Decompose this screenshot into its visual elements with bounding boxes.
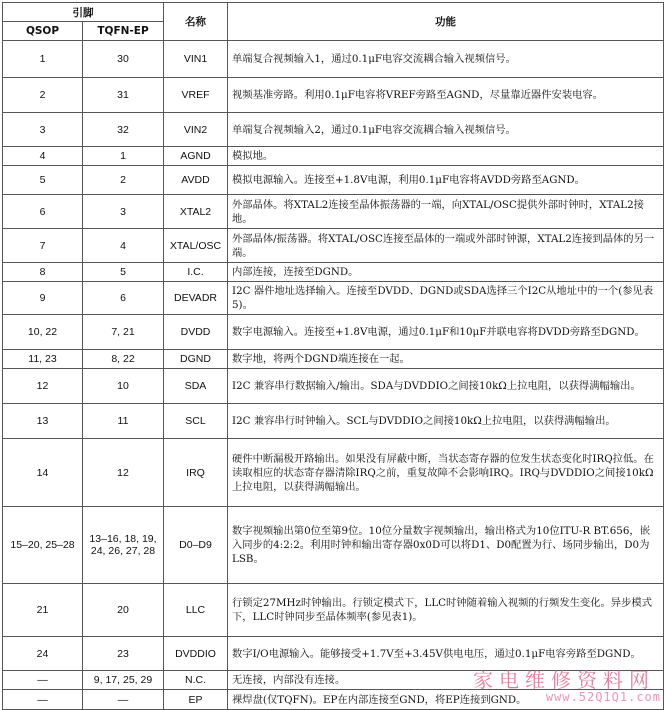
name-cell: XTAL/OSC <box>164 229 228 263</box>
qsop-cell: 15–20, 25–28 <box>3 507 83 584</box>
tqfn-cell: 8, 22 <box>83 350 164 369</box>
table-row <box>3 439 664 507</box>
table-row <box>3 78 664 113</box>
function-cell: 无连接，内部没有连接。 <box>228 671 664 690</box>
name-cell: DVDD <box>164 315 228 350</box>
qsop-cell: 7 <box>3 229 83 263</box>
tqfn-cell: 23 <box>83 637 164 671</box>
function-cell: 内部连接，连接至DGND。 <box>228 263 664 282</box>
watermark-text: 家电维修资料网 <box>473 668 655 692</box>
qsop-cell: 6 <box>3 195 83 229</box>
table-row <box>3 584 664 637</box>
function-cell: 行锁定27MHz时钟输出。行锁定模式下，LLC时钟随着输入视频的行频发生变化。异步模式下，LLC时钟同步至晶体频率(参见表1)。 <box>228 584 664 637</box>
function-cell: 模拟地。 <box>228 147 664 166</box>
qsop-cell: 3 <box>3 113 83 147</box>
function-cell: I2C 兼容串行时钟输入。SCL与DVDDIO之间接10kΩ上拉电阻，以获得满幅输出。 <box>228 404 664 439</box>
name-cell: VREF <box>164 78 228 113</box>
table-row <box>3 147 664 166</box>
function-cell: I2C 兼容串行数据输入/输出。SDA与DVDDIO之间接10kΩ上拉电阻，以获得满幅输出。 <box>228 369 664 404</box>
name-cell: DEVADR <box>164 282 228 315</box>
tqfn-cell: 20 <box>83 584 164 637</box>
name-cell: DGND <box>164 350 228 369</box>
header-function: 功能 <box>228 3 664 41</box>
qsop-cell: 10, 22 <box>3 315 83 350</box>
function-cell: 硬件中断漏极开路输出。如果没有屏蔽中断，当状态寄存器的位发生状态变化时IRQ拉低。在读取相应的状态寄存器清除IRQ之前，重复故障不会影响IRQ。IRQ与DVDDIO之间接10kΩ上拉电阻，以获得满幅输出。 <box>228 439 664 507</box>
tqfn-cell: 7, 21 <box>83 315 164 350</box>
function-cell: 外部晶体/振荡器。将XTAL/OSC连接至晶体的一端或外部时钟源，XTAL2连接到晶体的另一端。 <box>228 229 664 263</box>
tqfn-cell: 12 <box>83 439 164 507</box>
name-cell: DVDDIO <box>164 637 228 671</box>
table-row <box>3 369 664 404</box>
tqfn-cell: 32 <box>83 113 164 147</box>
function-cell: 单端复合视频输入2，通过0.1μF电容交流耦合输入视频信号。 <box>228 113 664 147</box>
function-cell: 裸焊盘(仅TQFN)。EP在内部连接至GND，将EP连接到GND。 <box>228 690 664 710</box>
qsop-cell: 8 <box>3 263 83 282</box>
function-cell: 外部晶体。将XTAL2连接至晶体振荡器的一端，向XTAL/OSC提供外部时钟时，XTAL2接地。 <box>228 195 664 229</box>
tqfn-cell: 1 <box>83 147 164 166</box>
table-row <box>3 195 664 229</box>
table-row <box>3 282 664 315</box>
table-row <box>3 350 664 369</box>
name-cell: XTAL2 <box>164 195 228 229</box>
name-cell: VIN2 <box>164 113 228 147</box>
qsop-cell: 2 <box>3 78 83 113</box>
name-cell: SDA <box>164 369 228 404</box>
watermark-url: www.52Q1Q1.com <box>545 690 661 704</box>
name-cell: IRQ <box>164 439 228 507</box>
function-cell: 模拟电源输入。连接至+1.8V电源，利用0.1μF电容将AVDD旁路至AGND。 <box>228 166 664 195</box>
tqfn-cell: — <box>83 690 164 710</box>
name-cell: I.C. <box>164 263 228 282</box>
qsop-cell: 14 <box>3 439 83 507</box>
tqfn-cell: 30 <box>83 41 164 78</box>
name-cell: D0–D9 <box>164 507 228 584</box>
table-row <box>3 229 664 263</box>
function-cell: 数字地，将两个DGND端连接在一起。 <box>228 350 664 369</box>
function-cell: 数字电源输入。连接至+1.8V电源，通过0.1μF和10μF并联电容将DVDD旁路至DGND。 <box>228 315 664 350</box>
tqfn-cell: 9, 17, 25, 29 <box>83 671 164 690</box>
function-cell: 视频基准旁路。利用0.1μF电容将VREF旁路至AGND，尽量靠近器件安装电容。 <box>228 78 664 113</box>
name-cell: AGND <box>164 147 228 166</box>
qsop-cell: 21 <box>3 584 83 637</box>
qsop-cell: — <box>3 671 83 690</box>
header-pins: 引脚 <box>3 3 164 22</box>
qsop-cell: 5 <box>3 166 83 195</box>
table-row <box>3 263 664 282</box>
function-cell: 数字I/O电源输入。能够接受+1.7V至+3.45V供电电压，通过0.1μF电容旁路至DGND。 <box>228 637 664 671</box>
qsop-cell: 4 <box>3 147 83 166</box>
table-row <box>3 41 664 78</box>
table-row <box>3 315 664 350</box>
name-cell: VIN1 <box>164 41 228 78</box>
table-row <box>3 166 664 195</box>
qsop-cell: 11, 23 <box>3 350 83 369</box>
header-tqfn: TQFN-EP <box>83 22 164 41</box>
qsop-cell: 24 <box>3 637 83 671</box>
header-name: 名称 <box>164 3 228 41</box>
qsop-cell: 1 <box>3 41 83 78</box>
function-cell: I2C 器件地址选择输入。连接至DVDD、DGND或SDA选择三个I2C从地址中的一个(参见表5)。 <box>228 282 664 315</box>
name-cell: LLC <box>164 584 228 637</box>
name-cell: SCL <box>164 404 228 439</box>
header-qsop: QSOP <box>3 22 83 41</box>
qsop-cell: 9 <box>3 282 83 315</box>
table-row <box>3 113 664 147</box>
function-cell: 数字视频输出第0位至第9位。10位分量数字视频输出，输出格式为10位ITU-R BT.656，嵌入同步的4:2:2。利用时钟和输出寄存器0x0D可以将D1、D0配置为行、场同步输出，D0为LSB。 <box>228 507 664 584</box>
tqfn-cell: 10 <box>83 369 164 404</box>
name-cell: EP <box>164 690 228 710</box>
tqfn-cell: 13–16, 18, 19, 24, 26, 27, 28 <box>83 507 164 584</box>
table-row <box>3 404 664 439</box>
qsop-cell: — <box>3 690 83 710</box>
qsop-cell: 13 <box>3 404 83 439</box>
qsop-cell: 12 <box>3 369 83 404</box>
tqfn-cell: 11 <box>83 404 164 439</box>
tqfn-cell: 31 <box>83 78 164 113</box>
function-cell: 单端复合视频输入1，通过0.1μF电容交流耦合输入视频信号。 <box>228 41 664 78</box>
tqfn-cell: 4 <box>83 229 164 263</box>
tqfn-cell: 2 <box>83 166 164 195</box>
tqfn-cell: 6 <box>83 282 164 315</box>
tqfn-cell: 5 <box>83 263 164 282</box>
name-cell: AVDD <box>164 166 228 195</box>
pin-description-table <box>2 2 664 710</box>
name-cell: N.C. <box>164 671 228 690</box>
table-row <box>3 507 664 584</box>
tqfn-cell: 3 <box>83 195 164 229</box>
